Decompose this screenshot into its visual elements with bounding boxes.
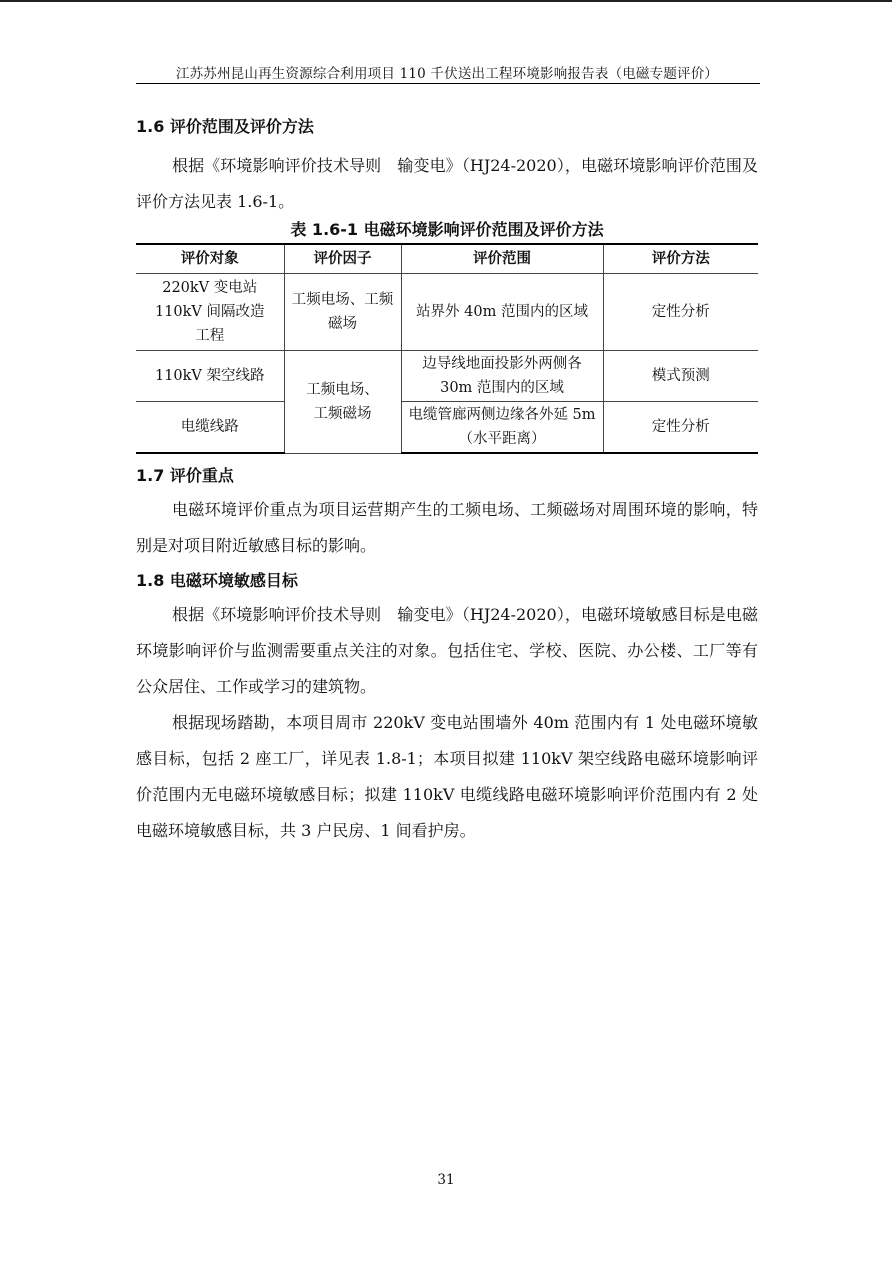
header-divider: [136, 83, 760, 84]
header-factor: 评价因子: [284, 244, 401, 274]
table-row: [136, 351, 758, 402]
page-number: 31: [437, 1172, 455, 1188]
header-method: 评价方法: [603, 244, 758, 274]
section-1-8-paragraph-2: 根据现场踏勘，本项目周市 220kV 变电站围墙外 40m 范围内有 1 处电磁环境敏感目标，包括 2 座工厂，详见表 1.8-1；本项目拟建 110kV 架空线路电磁环境影响评价范围内无电磁环境敏感目标；拟建 110kV 电缆线路电磁环境影响评价范围内有 2 处电磁环境敏感目标，共 3 户民房、1 间看护房。: [136, 713, 758, 840]
cell-object: [136, 274, 284, 351]
section-1-7-title: 1.7 评价重点: [136, 466, 234, 485]
section-1-6-paragraph: 根据《环境影响评价技术导则 输变电》（HJ24-2020），电磁环境影响评价范围及评价方法见表 1.6-1。: [136, 156, 758, 211]
table-caption: 表 1.6-1 电磁环境影响评价范围及评价方法: [290, 220, 604, 239]
evaluation-table: [136, 243, 758, 454]
running-header: 江苏苏州昆山再生资源综合利用项目 110 千伏送出工程环境影响报告表（电磁专题评价）: [175, 66, 719, 82]
cell-object-line: 工程: [195, 328, 225, 344]
section-1-8-title: 1.8 电磁环境敏感目标: [136, 571, 298, 590]
table-row: [136, 402, 758, 454]
table-header-row: [136, 244, 758, 274]
cell-object-line: 220kV 变电站: [162, 280, 258, 296]
cell-object-line: 110kV 间隔改造: [154, 304, 265, 320]
top-border: [0, 0, 892, 2]
cell-method: 定性分析: [603, 402, 758, 454]
header-object: 评价对象: [136, 244, 284, 274]
cell-factor-merged: 工频电场、工频磁场: [284, 351, 401, 454]
cell-scope: 电缆管廊两侧边缘各外延 5m（水平距离）: [401, 402, 603, 454]
cell-method: 模式预测: [603, 351, 758, 402]
cell-scope: 边导线地面投影外两侧各 30m 范围内的区域: [401, 351, 603, 402]
cell-object: 电缆线路: [136, 402, 284, 454]
cell-method: 定性分析: [603, 274, 758, 351]
section-1-8-paragraph-1: 根据《环境影响评价技术导则 输变电》（HJ24-2020），电磁环境敏感目标是电磁环境影响评价与监测需要重点关注的对象。包括住宅、学校、医院、办公楼、工厂等有公众居住、工作或学习的建筑物。: [136, 605, 758, 696]
table-row: [136, 274, 758, 351]
header-scope: 评价范围: [401, 244, 603, 274]
section-1-6-title: 1.6 评价范围及评价方法: [136, 117, 314, 136]
page-body: [136, 112, 758, 849]
cell-scope: 站界外 40m 范围内的区域: [401, 274, 603, 351]
cell-factor: 工频电场、工频磁场: [284, 274, 401, 351]
section-1-7-paragraph: 电磁环境评价重点为项目运营期产生的工频电场、工频磁场对周围环境的影响，特别是对项目附近敏感目标的影响。: [136, 500, 758, 555]
cell-object: 110kV 架空线路: [136, 351, 284, 402]
